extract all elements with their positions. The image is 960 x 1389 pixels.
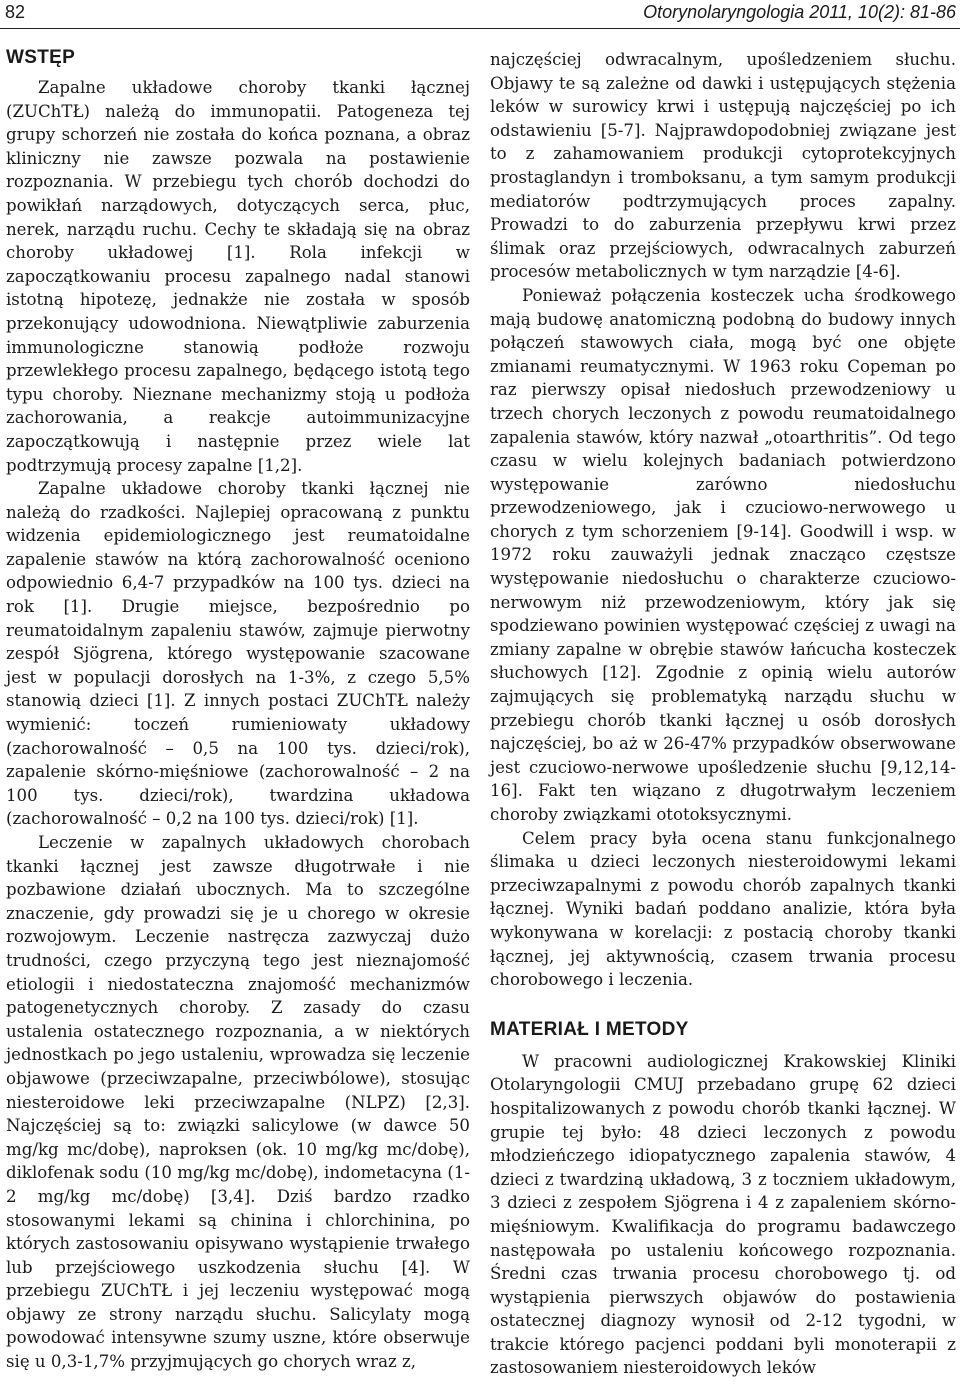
section-heading-introduction: WSTĘP: [6, 47, 76, 68]
right-column: [490, 48, 956, 1380]
journal-citation: Otorynolaryngologia 2011, 10(2): 81-86: [643, 2, 956, 22]
page-header: [0, 0, 960, 30]
methods-paragraph-1: W pracowni audiologicznej Krakowskiej Kliniki Otolaryngologii CMUJ przebadano grupę 62 dzieci hospitalizowanych z powodu chorób tkanki łącznej. W grupie tej było: 48 dzieci leczonych z powodu młodzieńczego idiopatycznego zapalenia stawów, 4 dzieci z twardziną układową, 3 z toczniem układowym, 3 dzieci z zespołem Sjögrena i 4 z zapaleniem skórno-mięśniowym. Kwalifikacja do programu badawczego następowała po ustaleniu końcowego rozpoznania. Średni czas trwania procesu chorobowego tj. od wystąpienia pierwszych objawów do postawienia ostatecznej diagnozy wynosił od 2-12 tygodni, w trakcie którego pacjenci poddani byli monoterapii z zastosowaniem niesteroidowych leków: [490, 1051, 956, 1378]
intro-paragraph-5: Celem pracy była ocena stanu funkcjonalnego ślimaka u dzieci leczonych niesteroidowymi lekami przeciwzapalnymi z powodu chorób zapalnych tkanki łącznej. Wyniki badań poddano analizie, która była wykonywana w korelacji: z postacią choroby tkanki łącznej, jej aktywnością, czasem trwania procesu chorobowego i leczenia.: [490, 828, 956, 990]
section-heading-methods: MATERIAŁ I METODY: [490, 1018, 689, 1040]
intro-paragraph-3: Leczenie w zapalnych układowych chorobach tkanki łącznej jest zawsze długotrwałe i nie pozbawione działań ubocznych. Ma to szczególne znaczenie, gdy prowadzi się je u chorego w okresie rozwojowym. Leczenie nastręcza zazwyczaj dużo trudności, czego przyczyną tego jest nieznajomość etiologii i niedostateczna znajomość mechanizmów patogenetycznych choroby. Z zasady do czasu ustalenia ostatecznego rozpoznania, a w niektórych jednostkach po jego ustaleniu, wprowadza się leczenie objawowe (przeciwzapalne, przeciwbólowe), stosując niesteroidowe leki przeciwzapalne (NLPZ) [2,3]. Najczęściej są to: związki salicylowe (w dawce 50 mg/kg mc/dobę), naproksen (ok. 10 mg/kg mc/dobę), diklofenak sodu (10 mg/kg mc/dobę), indometacyna (1-2 mg/kg mc/dobę) [3,4]. Dziś bardzo rzadko stosowanymi lekami są chinina i chlorchinina, po których zastosowaniu opisywano wystąpienie trwałego lub przejściowego uszkodzenia słuchu [4]. W przebiegu ZUChTŁ i jej leczeniu występować mogą objawy ze strony narządu słuchu. Salicylaty mogą powodować intensywne szumy uszne, które obserwuje się u 0,3-1,7% przyjmujących go chorych wraz z,: [6, 833, 470, 1372]
intro-paragraph-continued: najczęściej odwracalnym, upośledzeniem słuchu. Objawy te są zależne od dawki i ustępujących stężenia leków w surowicy krwi i ustępują najczęściej po ich odstawieniu [5-7]. Najprawdopodobniej związane jest to z zahamowaniem produkcji cytoprotekcyjnych prostaglandyn i tromboksanu, a tym samym produkcji mediatorów podtrzymujących proces zapalny. Prowadzi to do zaburzenia przepływu krwi przez ślimak oraz przejściowych, odwracalnych zaburzeń procesów metabolicznych w tym narządzie [4-6].: [490, 50, 956, 282]
intro-paragraph-4: Ponieważ połączenia kosteczek ucha środkowego mają budowę anatomiczną podobną do budowy innych połączeń stawowych ciała, mogą być one objęte zmianami reumatycznymi. W 1963 roku Copeman po raz pierwszy opisał niedosłuch przewodzeniowy u trzech chorych leczonych z powodu reumatoidalnego zapalenia stawów, który nazwał „otoarthritis”. Od tego czasu w wielu kolejnych badaniach potwierdzono występowanie zarówno niedosłuchu przewodzeniowego, jak i czuciowo-nerwowego u chorych z tym schorzeniem [9-14]. Goodwill i wsp. w 1972 roku zauważyli jednak znacząco częstsze występowanie niedosłuchu o charakterze czuciowo-nerwowym niż przewodzeniowym, który jak się spodziewano powinien występować częściej z uwagi na zmiany zapalne w obrębie stawów łańcucha kosteczek słuchowych [12]. Zgodnie z opinią wielu autorów zajmujących się problematyką narządu słuchu w przebiegu chorób tkanki łącznej u osób dorosłych najczęściej, bo aż w 26-47% przypadków obserwowane jest czuciowo-nerwowe upośledzenie słuchu [9,12,14-16]. Fakt ten wiązano z długotrwałym leczeniem choroby związkami ototoksycznymi.: [490, 285, 956, 824]
intro-paragraph-1: Zapalne układowe choroby tkanki łącznej (ZUChTŁ) należą do immunopatii. Patogeneza tej grupy schorzeń nie została do końca poznana, a obraz kliniczny nie zawsze pozwala na postawienie rozpoznania. W przebiegu tych chorób dochodzi do powikłań narządowych, dotyczących serca, płuc, nerek, narządu ruchu. Cechy te składają się na obraz choroby układowej [1]. Rola infekcji w zapoczątkowaniu procesu zapalnego nadal stanowi istotną hipotezę, jednakże nie została w sposób przekonujący udowodniona. Niewątpliwie zaburzenia immunologiczne stanowią podłoże rozwoju przewlekłego procesu zapalnego, będącego istotą tego typu choroby. Nieznane mechanizmy stoją u podłoża zachorowania, a reakcje autoimmunizacyjne zapoczątkowują i następnie przez wiele lat podtrzymują procesy zapalne [1,2].: [6, 78, 470, 475]
intro-paragraph-2: Zapalne układowe choroby tkanki łącznej nie należą do rzadkości. Najlepiej opracowaną z punktu widzenia epidemiologicznego jest reumatoidalne zapalenie stawów na którą zachorowalność oceniono odpowiednio 6,4-7 przypadków na 100 tys. dzieci na rok [1]. Drugie miejsce, bezpośrednio po reumatoidalnym zapaleniu stawów, zajmuje pierwotny zespół Sjögrena, którego występowanie szacowane jest w populacji dorosłych na 1-3%, z czego 5,5% stanowią dzieci [1]. Z innych postaci ZUChTŁ należy wymienić: toczeń rumieniowaty układowy (zachorowalność – 0,5 na 100 tys. dzieci/rok), zapalenie skórno-mięśniowe (zachorowalność – 2 na 100 tys. dzieci/rok), twardzina układowa (zachorowalność – 0,2 na 100 tys. dzieci/rok) [1].: [6, 479, 470, 829]
page-number: 82: [5, 2, 26, 22]
left-column: [6, 46, 470, 1374]
header-rule: [0, 28, 960, 29]
